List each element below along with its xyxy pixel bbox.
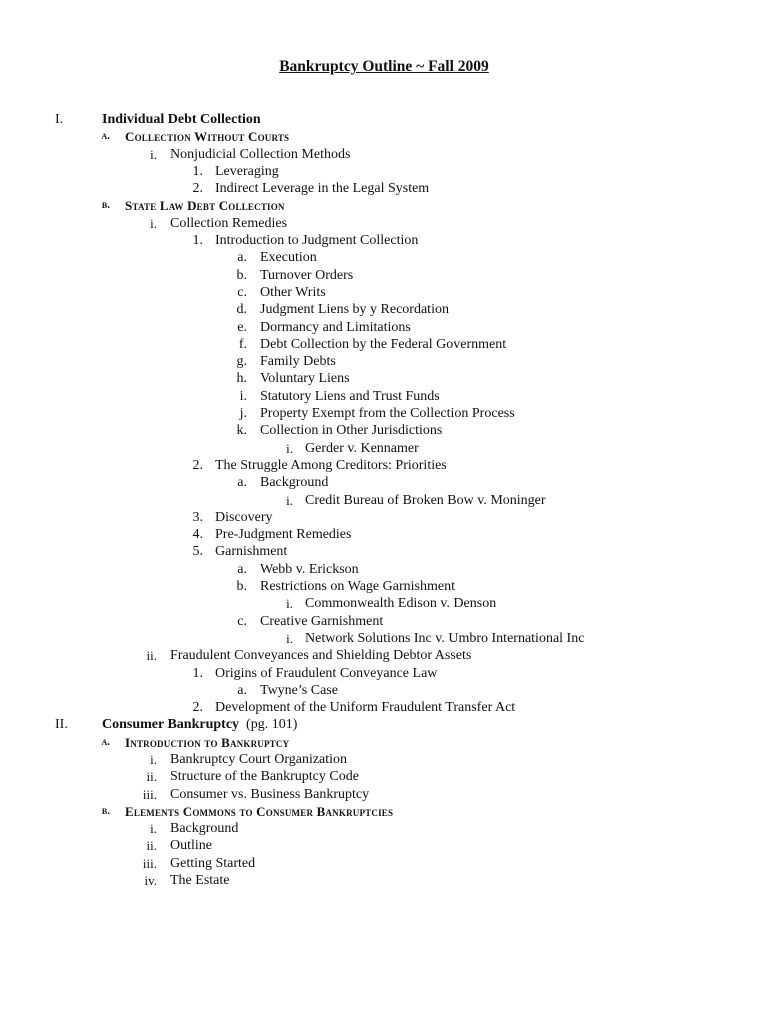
outline-item-text (260, 613, 383, 630)
outline-item-text (102, 716, 297, 733)
outline-item-level-4 (0, 543, 768, 560)
outline-item-text (260, 370, 350, 387)
outline-item-number: i. (286, 596, 293, 612)
outline-item-level-5 (0, 422, 768, 439)
outline-item-text (215, 699, 515, 716)
outline-item-number: I. (55, 112, 64, 127)
outline-item-text (215, 526, 351, 543)
outline-item-label: Network Solutions Inc v. Umbro International Inc (305, 630, 585, 646)
outline-item-number: b. (101, 199, 110, 212)
outline-item-number: b. (101, 804, 110, 817)
outline-item-label: Background (260, 475, 329, 491)
outline-item-level-4 (0, 232, 768, 249)
outline-item-label: The Estate (170, 873, 230, 889)
outline-item-label: Origins of Fraudulent Conveyance Law (215, 665, 438, 681)
outline-item-number: i. (150, 821, 157, 837)
outline-item-label: Consumer vs. Business Bankruptcy (170, 786, 370, 802)
outline-item-number: ii. (146, 648, 157, 664)
outline-item-level-4 (0, 180, 768, 197)
outline-item-label: Fraudulent Conveyances and Shielding Debtor Assets (170, 648, 472, 664)
outline-item-number: d. (236, 302, 247, 318)
outline-item-number: 1. (192, 163, 203, 179)
outline-item-level-6 (0, 595, 768, 612)
outline-item-label: Garnishment (215, 544, 288, 560)
outline-item-number: f. (238, 336, 247, 352)
outline-item-text (215, 543, 287, 560)
outline-item-number: e. (237, 319, 247, 335)
outline-item-level-1 (0, 111, 768, 128)
outline-item-level-4 (0, 457, 768, 474)
outline-item-text (305, 492, 546, 509)
outline-item-label: Property Exempt from the Collection Process (260, 406, 515, 422)
outline-item-number: j. (239, 406, 247, 422)
outline-item-label: Restrictions on Wage Garnishment (260, 579, 455, 595)
outline-item-level-5 (0, 353, 768, 370)
outline-item-level-5 (0, 301, 768, 318)
outline-item-label: Dormancy and Limitations (260, 319, 411, 335)
outline-item-level-3 (0, 146, 768, 163)
outline-item-number: k. (236, 423, 247, 439)
outline-item-level-5 (0, 405, 768, 422)
outline-item-number: 1. (192, 665, 203, 681)
outline-item-number: i. (239, 388, 247, 404)
outline-item-text (260, 319, 411, 336)
outline-item-level-3 (0, 768, 768, 785)
outline-item-text (170, 768, 359, 785)
outline-item-label: Collection Without Courts (125, 129, 290, 145)
outline-item-level-4 (0, 699, 768, 716)
outline-item-number: a. (101, 130, 110, 143)
outline-item-label: Indirect Leverage in the Legal System (215, 181, 430, 197)
outline-item-level-4 (0, 509, 768, 526)
outline-item-label: Credit Bureau of Broken Bow v. Moninger (305, 492, 546, 508)
outline-item-text (170, 146, 350, 163)
outline-item-text (260, 474, 328, 491)
outline-item-text (170, 647, 471, 664)
outline-item-level-2 (0, 197, 768, 214)
outline-item-label: Consumer Bankruptcy (102, 717, 240, 733)
outline-item-level-3 (0, 820, 768, 837)
outline-item-text (305, 440, 419, 457)
outline-item-level-6 (0, 492, 768, 509)
outline-item-text (260, 682, 338, 699)
outline-item-text (260, 578, 455, 595)
outline-item-number: a. (237, 250, 247, 266)
outline-item-level-5 (0, 370, 768, 387)
outline-item-text (260, 301, 449, 318)
outline-item-number: iii. (142, 786, 157, 802)
outline-item-number: ii. (146, 838, 157, 854)
outline-item-number: 3. (192, 509, 203, 525)
outline-item-level-4 (0, 665, 768, 682)
outline-item-label: Structure of the Bankruptcy Code (170, 769, 359, 785)
outline-item-level-3 (0, 751, 768, 768)
outline-item-level-5 (0, 336, 768, 353)
outline-item-text (102, 111, 261, 128)
outline-item-number: 1. (192, 233, 203, 249)
outline-item-level-5 (0, 578, 768, 595)
outline-item-number: g. (236, 354, 247, 370)
outline-item-label: Webb v. Erickson (260, 561, 359, 577)
outline-item-number: 4. (192, 527, 203, 543)
outline-item-level-5 (0, 388, 768, 405)
outline-item-number: i. (150, 146, 157, 162)
outline-item-number: 5. (192, 544, 203, 560)
outline-item-number: 2. (192, 457, 203, 473)
outline-item-label: Leveraging (215, 163, 279, 179)
outline-item-number: i. (150, 751, 157, 767)
outline-item-label: Background (170, 821, 239, 837)
outline-item-level-5 (0, 249, 768, 266)
outline-item-text (260, 336, 506, 353)
outline-item-label: Gerder v. Kennamer (305, 440, 419, 456)
outline-item-number: II. (55, 717, 68, 733)
outline-item-text (125, 734, 289, 751)
outline-item-level-5 (0, 319, 768, 336)
outline-item-level-5 (0, 474, 768, 491)
outline-item-text (260, 388, 440, 405)
outline-item-label: Statutory Liens and Trust Funds (260, 388, 440, 404)
outline-item-text (215, 665, 437, 682)
outline-item-level-2 (0, 734, 768, 751)
outline-item-level-5 (0, 267, 768, 284)
outline-item-text (125, 197, 285, 214)
outline-item-text (215, 509, 273, 526)
outline-item-level-3 (0, 837, 768, 854)
outline-item-number: c. (237, 284, 247, 300)
outline-item-number: h. (236, 371, 247, 387)
outline-item-label: Collection Remedies (170, 215, 288, 231)
outline-item-level-4 (0, 526, 768, 543)
outline-item-level-5 (0, 561, 768, 578)
outline-item-text (125, 128, 289, 145)
outline-item-level-3 (0, 786, 768, 803)
outline-item-label: Elements Commons to Consumer Bankruptcies (125, 803, 394, 819)
outline-item-text (215, 163, 279, 180)
outline-item-number: a. (237, 475, 247, 491)
outline-item-level-3 (0, 855, 768, 872)
outline-item-text (260, 267, 353, 284)
outline-item-level-3 (0, 215, 768, 232)
outline-item-label: Twyne’s Case (260, 682, 338, 698)
outline-item-label: Turnover Orders (260, 267, 354, 283)
outline-item-level-1 (0, 716, 768, 733)
outline-item-text (305, 630, 584, 647)
outline-item-label: Getting Started (170, 855, 256, 871)
outline-item-level-5 (0, 682, 768, 699)
outline-item-label: State Law Debt Collection (125, 198, 285, 214)
outline-item-number: c. (237, 613, 247, 629)
outline-item-text (260, 422, 442, 439)
outline-item-text (170, 837, 212, 854)
outline-item-text (215, 232, 418, 249)
outline-item-number: i. (286, 440, 293, 456)
outline-item-number: a. (237, 682, 247, 698)
outline-item-label: Commonwealth Edison v. Denson (305, 596, 497, 612)
outline-item-text (215, 457, 447, 474)
outline-item-page-ref: (pg. 101) (239, 717, 298, 733)
outline-item-level-2 (0, 128, 768, 145)
outline-item-label: Nonjudicial Collection Methods (170, 146, 351, 162)
outline-item-number: i. (286, 630, 293, 646)
outline-item-level-5 (0, 613, 768, 630)
outline-item-label: Discovery (215, 509, 273, 525)
outline-item-label: Creative Garnishment (260, 613, 384, 629)
outline-item-label: Development of the Uniform Fraudulent Transfer Act (215, 700, 516, 716)
outline-item-number: 2. (192, 181, 203, 197)
outline-item-label: Judgment Liens by y Recordation (260, 302, 449, 318)
outline-item-text (125, 803, 393, 820)
outline-item-number: iv. (144, 873, 157, 889)
outline-item-text (305, 595, 496, 612)
outline-item-label: Introduction to Bankruptcy (125, 734, 290, 750)
outline-item-number: b. (236, 579, 247, 595)
outline-item-number: 2. (192, 700, 203, 716)
outline (0, 111, 768, 889)
outline-item-text (260, 249, 317, 266)
outline-item-text (170, 751, 347, 768)
outline-item-level-5 (0, 284, 768, 301)
outline-item-label: Other Writs (260, 284, 326, 300)
outline-item-label: Outline (170, 838, 212, 854)
outline-item-text (170, 820, 238, 837)
outline-item-label: Debt Collection by the Federal Government (260, 336, 507, 352)
outline-item-label: Family Debts (260, 354, 336, 370)
outline-item-number: i. (286, 492, 293, 508)
outline-item-label: The Struggle Among Creditors: Priorities (215, 457, 447, 473)
outline-item-text (170, 872, 229, 889)
outline-item-text (170, 215, 287, 232)
outline-item-label: Collection in Other Jurisdictions (260, 423, 443, 439)
outline-item-level-6 (0, 440, 768, 457)
outline-item-level-3 (0, 647, 768, 664)
outline-item-text (260, 561, 359, 578)
outline-item-text (215, 180, 429, 197)
outline-item-label: Introduction to Judgment Collection (215, 233, 419, 249)
outline-item-label: Execution (260, 250, 317, 266)
outline-item-level-3 (0, 872, 768, 889)
outline-item-label: Voluntary Liens (260, 371, 350, 387)
outline-item-level-6 (0, 630, 768, 647)
outline-item-level-4 (0, 163, 768, 180)
document-title: Bankruptcy Outline ~ Fall 2009 (279, 58, 489, 75)
outline-item-text (170, 786, 369, 803)
outline-item-number: i. (150, 215, 157, 231)
outline-item-text (260, 353, 336, 370)
outline-item-number: ii. (146, 769, 157, 785)
outline-item-label: Pre-Judgment Remedies (215, 527, 352, 543)
outline-item-number: a. (101, 735, 110, 748)
outline-item-label: Individual Debt Collection (102, 112, 261, 127)
outline-item-text (170, 855, 255, 872)
outline-item-text (260, 405, 515, 422)
outline-item-number: a. (237, 561, 247, 577)
outline-item-level-2 (0, 803, 768, 820)
outline-item-number: b. (236, 267, 247, 283)
outline-item-number: iii. (142, 855, 157, 871)
outline-item-text (260, 284, 326, 301)
outline-item-label: Bankruptcy Court Organization (170, 751, 348, 767)
